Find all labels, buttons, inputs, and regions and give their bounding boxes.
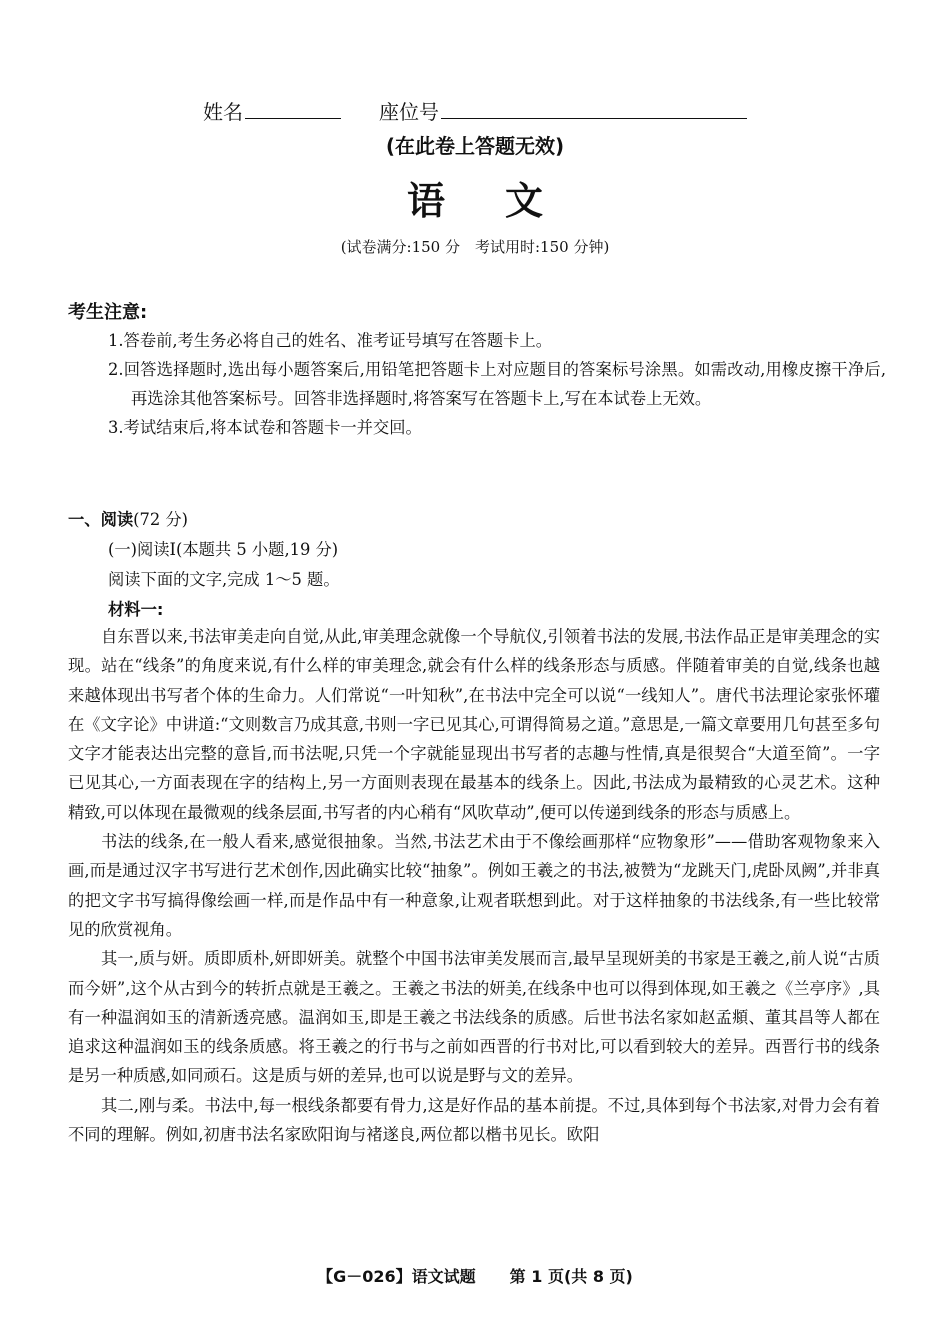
name-label: 姓名 <box>203 100 243 124</box>
notice-list <box>108 326 886 442</box>
passage-paragraph: 其二,刚与柔。书法中,每一根线条都要有骨力,这是好作品的基本前提。不过,具体到每个书法家,对骨力会有着不同的理解。例如,初唐书法名家欧阳询与褚遂良,两位都以楷书见长。欧阳 <box>68 1095 880 1145</box>
subject-title: 语文 <box>406 179 603 223</box>
page-number: 第 1 页(共 8 页) <box>509 1267 633 1286</box>
section-title-prefix: 一、阅读 <box>68 510 134 529</box>
notice-item: 1.答卷前,考生务必将自己的姓名、准考证号填写在答题卡上。 <box>108 331 553 350</box>
reading-instruction: 阅读下面的文字,完成 1～5 题。 <box>108 570 340 589</box>
passage-paragraph: 书法的线条,在一般人看来,感觉很抽象。当然,书法艺术由于不像绘画那样“应物象形”——借助客观物象来入画,而是通过汉字书写进行艺术创作,因此确实比较“抽象”。例如王羲之的书法,被赞为“龙跳天门,虎卧凤阙”,并非真的把文字书写搞得像绘画一样,而是作品中有一种意象,让观者联想到此。对于这样抽象的书法线条,有一些比较常见的欣赏视角。 <box>68 832 880 939</box>
passage-paragraph: 自东晋以来,书法审美走向自觉,从此,审美理念就像一个导航仪,引领着书法的发展,书法作品正是审美理念的实现。站在“线条”的角度来说,有什么样的审美理念,就会有什么样的线条形态与质感。伴随着审美的自觉,线条也越来越体现出书写者个体的生命力。人们常说“一叶知秋”,在书法中完全可以说“一线知人”。唐代书法理论家张怀瓘在《文字论》中讲道:“文则数言乃成其意,书则一字已见其心,可谓得简易之道。”意思是,一篇文章要用几句甚至多句文字才能表达出完整的意旨,而书法呢,只凭一个字就能显现出书写者的志趣与性情,真是很契合“大道至简”。一字已见其心,一方面表现在字的结构上,另一方面则表现在最基本的线条上。因此,书法成为最精致的心灵艺术。这种精致,可以体现在最微观的线条层面,书写者的内心稍有“风吹草动”,便可以传递到线条的形态与质感上。 <box>68 627 880 822</box>
invalid-notice: (在此卷上答题无效) <box>385 134 565 158</box>
page-footer <box>0 1264 950 1287</box>
seat-label: 座位号 <box>379 100 439 124</box>
seat-blank <box>441 98 747 119</box>
section-title <box>68 506 188 530</box>
material-label: 材料一: <box>108 600 164 619</box>
notice-item: 2.回答选择题时,选出每小题答案后,用铅笔把答题卡上对应题目的答案标号涂黑。如需改动,用橡皮擦干净后,再选涂其他答案标号。回答非选择题时,将答案写在答题卡上,写在本试卷上无效。 <box>108 360 886 408</box>
subsection-title: (一)阅读Ⅰ(本题共 5 小题,19 分) <box>108 540 339 559</box>
candidate-info-line <box>0 96 950 125</box>
paper-code: 【G－026】语文试题 <box>317 1267 476 1286</box>
passage-paragraph: 其一,质与妍。质即质朴,妍即妍美。就整个中国书法审美发展而言,最早呈现妍美的书家是王羲之,前人说“古质而今妍”,这个从古到今的转折点就是王羲之。王羲之书法的妍美,在线条中也可以得到体现,如王羲之《兰亭序》,具有一种温润如玉的清新透亮感。温润如玉,即是王羲之书法线条的质感。后世书法名家如赵孟頫、董其昌等人都在追求这种温润如玉的线条质感。将王羲之的行书与之前如西晋的行书对比,可以看到较大的差异。西晋行书的线条是另一种质感,如同顽石。这是质与妍的差异,也可以说是野与文的差异。 <box>68 949 880 1086</box>
notice-title: 考生注意: <box>68 302 148 323</box>
name-blank <box>245 98 341 119</box>
passage <box>68 622 880 1149</box>
exam-info: (试卷满分:150 分 考试用时:150 分钟) <box>340 238 610 256</box>
notice-item: 3.考试结束后,将本试卷和答题卡一并交回。 <box>108 418 422 437</box>
section-title-score: (72 分) <box>133 510 189 529</box>
